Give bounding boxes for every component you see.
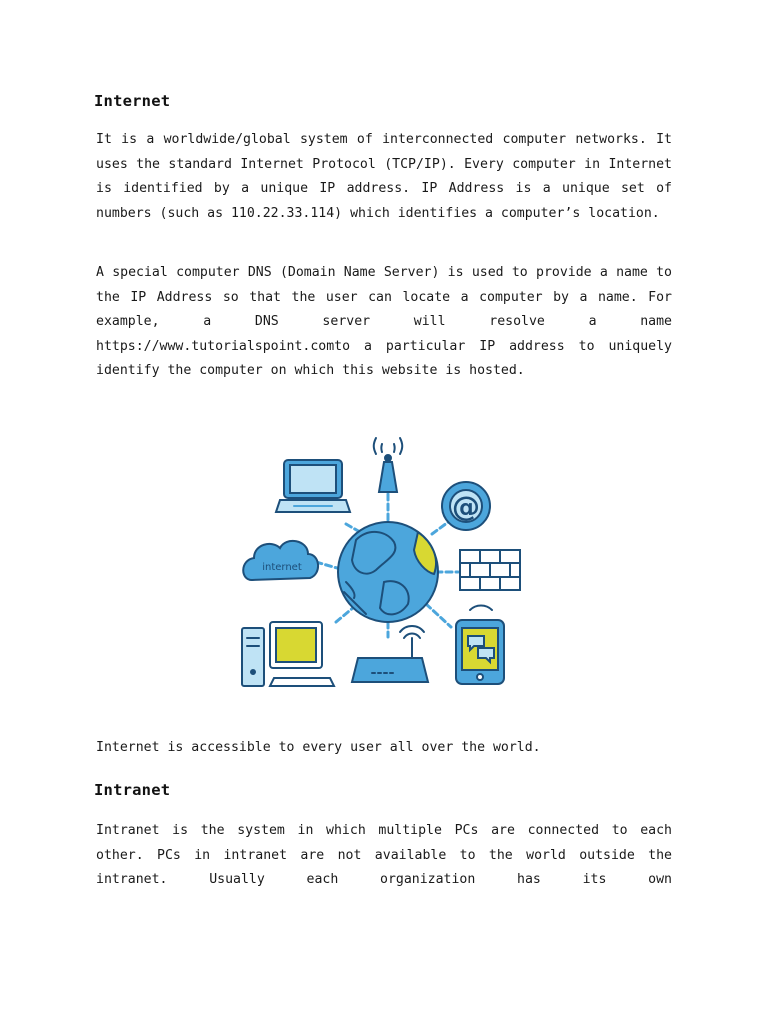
internet-network-illustration [236, 432, 528, 692]
firewall-icon [460, 550, 520, 590]
router-icon [352, 626, 428, 682]
internet-paragraph-2: A special computer DNS (Domain Name Server) is used to provide a name to the IP Address so that the user can locate a computer by a name. For example, a DNS server will resolve a name https://www.tutorialspoint.comto a particular IP address to uniquely identify the computer on which this website is hosted. [96, 265, 672, 379]
internet-closing-sentence: Internet is accessible to every user all over the world. [96, 740, 541, 755]
cloud-label: internet [262, 562, 302, 573]
intranet-paragraph-1: Intranet is the system in which multiple PCs are connected to each other. PCs in intranet are not available to the world outside the intranet. Usually each organization has its own [96, 823, 672, 888]
section-heading-intranet: Intranet [94, 781, 171, 799]
laptop-icon [276, 460, 350, 512]
email-at-icon [442, 482, 490, 530]
tablet-chat-icon [456, 606, 504, 685]
section-heading-internet: Internet [94, 92, 171, 110]
desktop-computer-icon [242, 622, 334, 686]
at-symbol: @ [452, 490, 480, 523]
globe-icon [338, 522, 438, 622]
antenna-icon [374, 438, 403, 492]
internet-paragraph-1: It is a worldwide/global system of interconnected computer networks. It uses the standard Internet Protocol (TCP/IP). Every computer in Internet is identified by a unique IP address. IP Address is a unique set of numbers (such as 110.22.33.114) which identifies a computer’s location. [96, 132, 672, 221]
cloud-icon [243, 541, 318, 580]
